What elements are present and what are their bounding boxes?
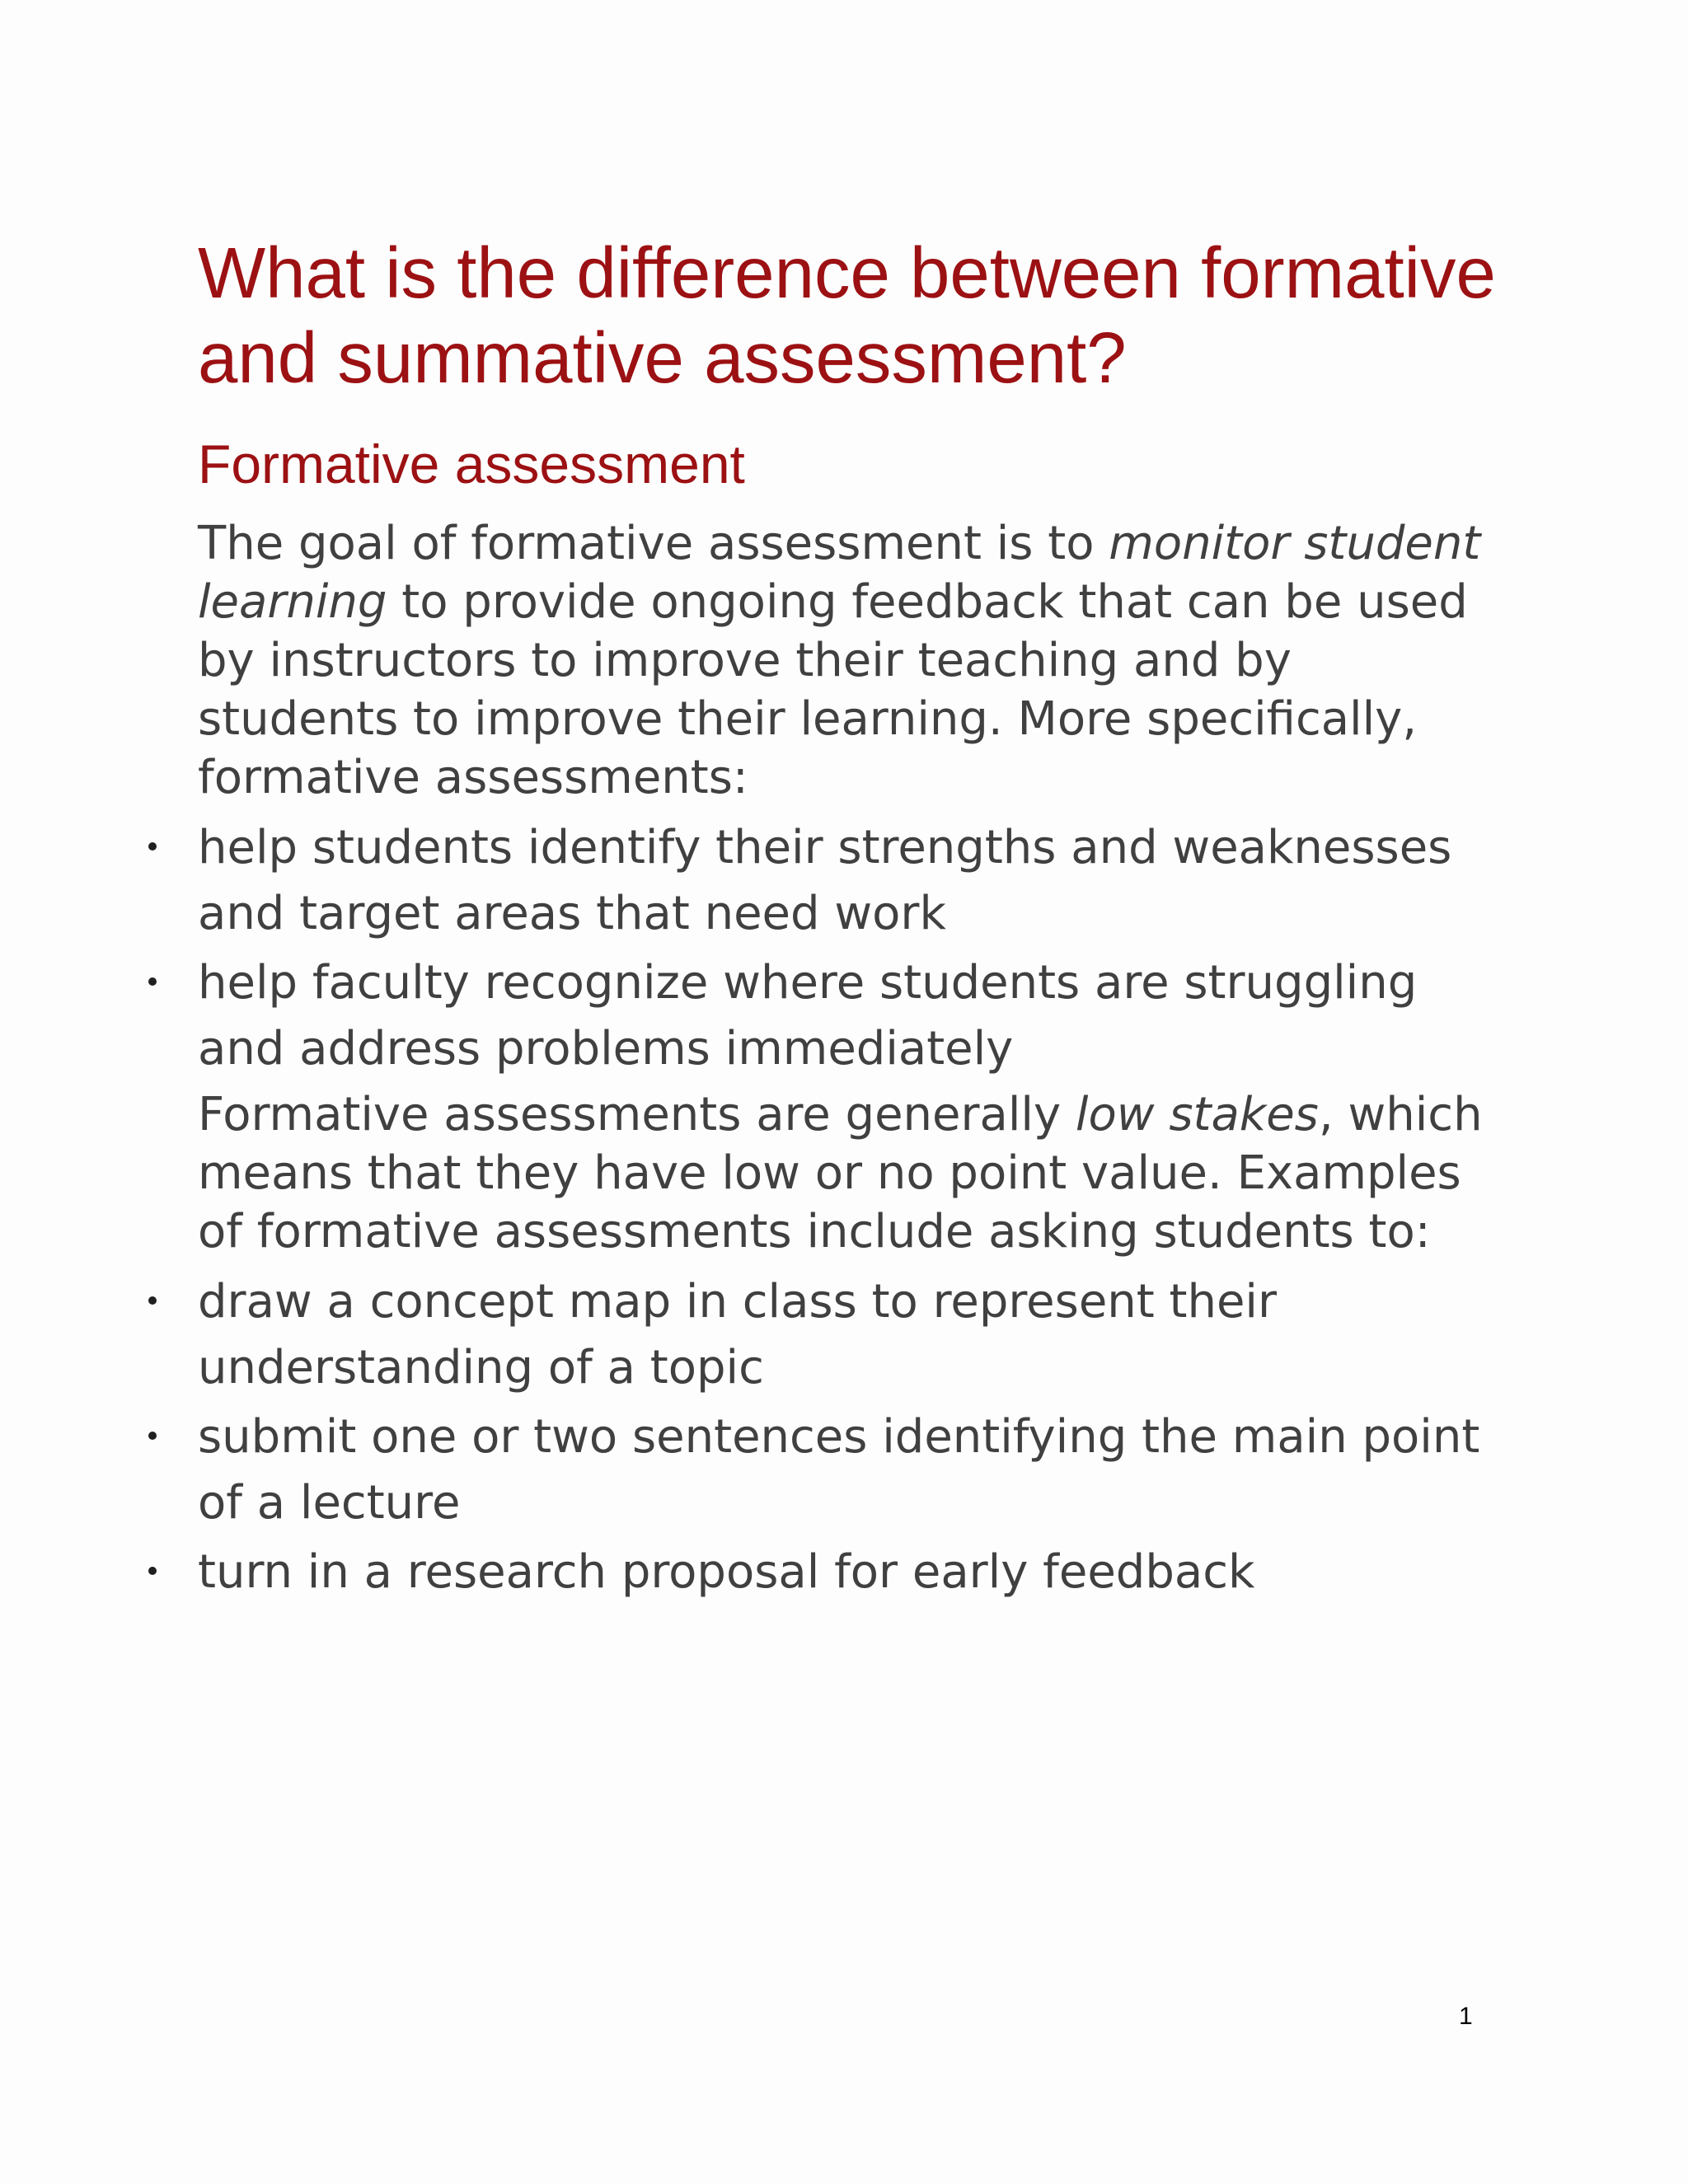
stakes-text-2: , which means that they have low or no point value. Examples of formative assessments include asking students to: [198, 1088, 1483, 1258]
stakes-paragraph [198, 1085, 1500, 1261]
list-item [198, 950, 1500, 1082]
list-item [198, 1404, 1500, 1536]
intro-text-1: The goal of formative assessment is to [198, 517, 1109, 570]
page-content [198, 231, 1500, 1609]
intro-emphasis: monitor student learning [198, 517, 1481, 629]
list-item-text: help students identify their strengths and weaknesses and target areas that need work [198, 821, 1452, 940]
stakes-emphasis: low stakes [1075, 1088, 1319, 1141]
bullet-icon [148, 1567, 157, 1575]
intro-paragraph [198, 514, 1500, 807]
page-title: What is the difference between formative and summative assessment? [198, 233, 1496, 398]
stakes-text-1: Formative assessments are generally [198, 1088, 1076, 1141]
examples-list [198, 1269, 1500, 1605]
benefits-list [198, 815, 1500, 1082]
bullet-icon [148, 842, 157, 851]
page-number: 1 [1459, 2003, 1473, 2030]
list-item [198, 815, 1500, 947]
bullet-icon [148, 977, 157, 986]
list-item-text: help faculty recognize where students are struggling and address problems immediately [198, 956, 1418, 1076]
list-item [198, 1540, 1500, 1605]
list-item-text: draw a concept map in class to represent their understanding of a topic [198, 1275, 1277, 1394]
bullet-icon [148, 1432, 157, 1440]
section-heading: Formative assessment [198, 434, 745, 494]
list-item-text: submit one or two sentences identifying the main point of a lecture [198, 1410, 1480, 1530]
intro-text-2: to provide ongoing feedback that can be used by instructors to improve their teaching and by students to improve their learning. More specifically, formative assessments: [198, 575, 1468, 804]
list-item [198, 1269, 1500, 1401]
bullet-icon [148, 1296, 157, 1305]
list-item-text: turn in a research proposal for early feedback [198, 1545, 1255, 1599]
